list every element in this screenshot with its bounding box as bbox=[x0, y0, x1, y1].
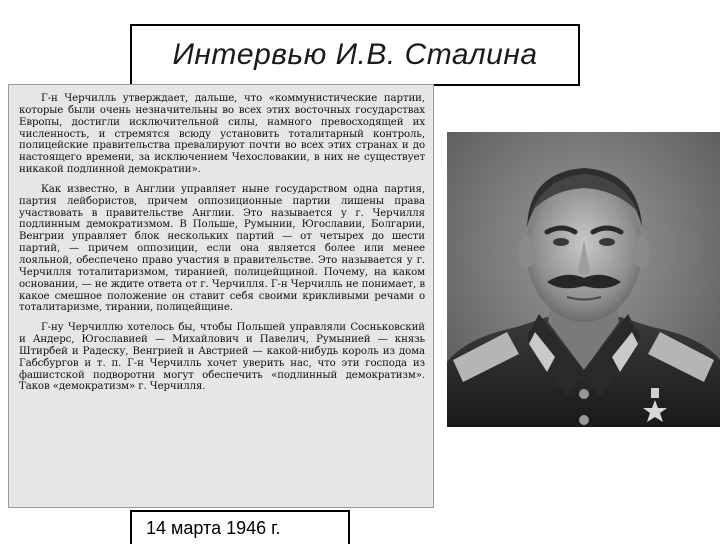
clipping-paragraph-2: Как известно, в Англии управляет ныне государством одна партия, партия лейбористов, причем оппозиционные партии лишены права участвовать в правительстве Англии. Это называется у г. Черчилля подлинным демократизмом. В Польше, Румынии, Югославии, Болгарии, Венгрии управляет блок нескольких партий — от четырех до шести партий, — причем оппозиции, если она является более или менее лояльной, обеспечено право участия в правительстве. Это называется у г. Черчилля тоталитаризмом, тиранией, полицейщиной. Почему, на каком основании, — не ждите ответа от г. Черчилля. Г-н Черчилль не понимает, в какое смешное положение он ставит себя своими крикливыми речами о тоталитаризме, тирании, полицейщине. bbox=[19, 183, 425, 314]
clipping-paragraph-3: Г-ну Черчиллю хотелось бы, чтобы Польшей управляли Сосньковский и Андерс, Югославией — Михайлович и Павелич, Румынией — князь Штирбей и Радеску, Венгрией и Австрией — какой-нибудь король из дома Габсбургов и т. п. Г-н Черчилль хочет уверить нас, что эти господа из фашистской подворотни могут обеспечить «подлинный демократизм». Таков «демократизм» г. Черчилля. bbox=[19, 322, 425, 393]
title-box bbox=[130, 24, 580, 86]
interview-date: 14 марта 1946 г. bbox=[146, 518, 281, 538]
slide-title: Интервью И.В. Сталина bbox=[172, 38, 538, 71]
date-box bbox=[130, 510, 350, 544]
newspaper-clipping bbox=[8, 84, 434, 508]
portrait-photo bbox=[447, 132, 720, 427]
clipping-paragraph-1: Г-н Черчилль утверждает, дальше, что «коммунистические партии, которые были очень незначительны во всех этих восточных государствах Европы, достигли исключительной силы, намного превосходящей их численность, и стремятся всюду установить тоталитарный контроль, полицейские правительства превалируют почти во всех этих странах и до настоящего времени, за исключением Чехословакии, в них не существует никакой подлинной демократии». bbox=[19, 93, 425, 176]
